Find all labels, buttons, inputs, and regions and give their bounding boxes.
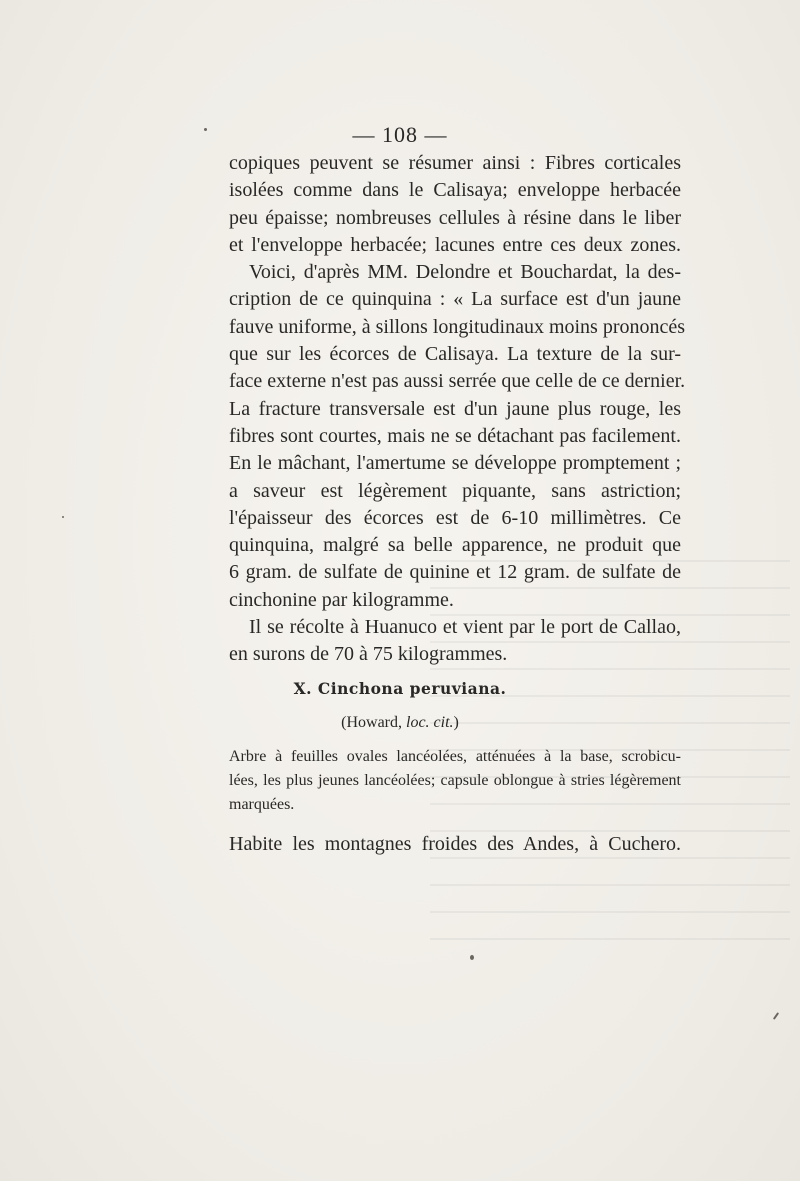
- main-paragraphs: [229, 150, 686, 669]
- paper-speck: [470, 955, 474, 960]
- text-line: En le mâchant, l'amertume se développe promptement ;: [229, 452, 681, 475]
- citation-italic: loc. cit.: [406, 714, 454, 731]
- text-line: l'épaisseur des écorces est de 6-10 millimètres. Ce: [229, 506, 681, 529]
- text-line: que sur les écorces de Calisaya. La texture de la sur-: [229, 343, 681, 366]
- citation: [0, 714, 800, 732]
- citation-suffix: ): [453, 714, 459, 731]
- text-line: fibres sont courtes, mais ne se détachant pas facilement.: [229, 424, 681, 447]
- text-line: copiques peuvent se résumer ainsi : Fibres corticales: [229, 152, 681, 174]
- description-line: lées, les plus jeunes lancéolées; capsule oblongue à stries légèrement: [229, 772, 681, 789]
- text-line: fauve uniforme, à sillons longitudinaux moins prononcés: [229, 315, 686, 338]
- text-line: isolées comme dans le Calisaya; enveloppe herbacée: [229, 179, 681, 202]
- description-line: marquées.: [229, 796, 295, 813]
- text-line: cription de ce quinquina : « La surface est d'un jaune: [229, 288, 681, 311]
- text-line: face externe n'est pas aussi serrée que celle de ce dernier.: [229, 370, 686, 393]
- habitat-line: Habite les montagnes froides des Andes, à Cuchero.: [229, 833, 681, 855]
- paper-speck: [773, 1012, 779, 1020]
- text-line: a saveur est légèrement piquante, sans astriction;: [229, 479, 681, 502]
- text-line: en surons de 70 à 75 kilogrammes.: [229, 643, 508, 666]
- text-line: Il se récolte à Huanuco et vient par le port de Callao,: [249, 616, 681, 639]
- paper-speck: [62, 516, 64, 518]
- page-number-header: — 108 —: [352, 122, 448, 147]
- text-line: 6 gram. de sulfate de quinine et 12 gram. de sulfate de: [229, 561, 681, 584]
- text-line: peu épaisse; nombreuses cellules à résine dans le liber: [229, 206, 681, 229]
- text-line: et l'enveloppe herbacée; lacunes entre ces deux zones.: [229, 233, 681, 256]
- text-line: quinquina, malgré sa belle apparence, ne produit que: [229, 534, 681, 557]
- description-line: Arbre à feuilles ovales lancéolées, atténuées à la base, scrobicu-: [229, 748, 681, 765]
- section-title: X. Cinchona peruviana.: [293, 679, 507, 698]
- text-line: La fracture transversale est d'un jaune plus rouge, les: [229, 397, 681, 420]
- text-line: cinchonine par kilogramme.: [229, 588, 454, 611]
- paper-speck: [204, 128, 207, 131]
- text-line: Voici, d'après MM. Delondre et Bouchardat, la des-: [249, 261, 681, 284]
- citation-prefix: (Howard,: [341, 714, 406, 731]
- description-paragraph: [229, 745, 681, 817]
